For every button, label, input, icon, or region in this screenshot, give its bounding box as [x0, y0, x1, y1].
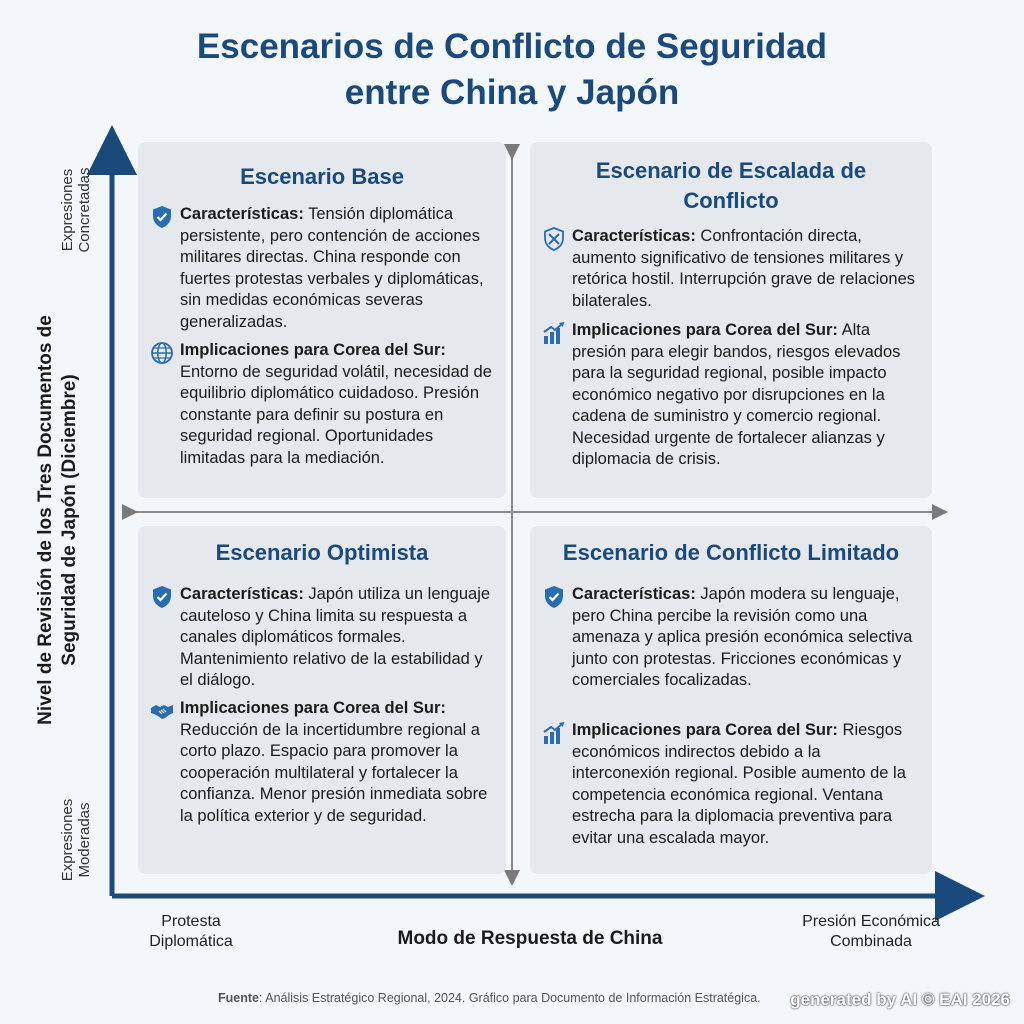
x-axis-left-label: Protesta Diplomática: [149, 913, 233, 950]
shield-icon: [150, 585, 174, 609]
scenario-base-characteristics: Características: Tensión diplomática persistente, pero contención de acciones militares directas. China responde con fuertes protestas verbales y diplomáticas, sin medidas económicas severas generalizadas.: [150, 204, 496, 333]
scenario-limited-characteristics: Características: Japón modera su lenguaje, pero China percibe la revisión como una amenaza y aplica presión económica selectiva junto con protestas. Fricciones económicas y comerciales focalizadas.: [542, 584, 922, 692]
shield-icon: [150, 205, 174, 229]
y-axis-top-label: Expresiones Concretadas: [59, 167, 93, 253]
x-axis-label: Modo de Respuesta de China: [397, 928, 663, 949]
crossed-swords-shield-icon: [542, 227, 566, 251]
scenario-optimistic-panel: [138, 526, 506, 874]
scenario-escalation-panel: [530, 142, 932, 498]
scenario-limited-implications: Implicaciones para Corea del Sur: Riesgos económicos indirectos debido a la interconexión regional. Posible aumento de la competencia económica regional. Ventana estrecha para la diplomacia preventiva para evitar una escalada mayor.: [542, 720, 922, 849]
scenario-base-implications: Implicaciones para Corea del Sur: Entorno de seguridad volátil, necesidad de equilibrio diplomático cuidadoso. Presión constante para definir su postura en seguridad regional. Oportunidades limitadas para la mediación.: [150, 340, 496, 469]
bar-chart-trend-icon: [542, 721, 566, 745]
watermark: generated by AI © EAI 2026: [790, 990, 1010, 1009]
scenario-limited-panel: [530, 526, 932, 874]
y-axis-label: Nivel de Revisión de los Tres Documentos de Seguridad de Japón (Diciembre): [35, 315, 80, 725]
handshake-icon: [150, 699, 174, 723]
source-footer: Fuente: Análisis Estratégico Regional, 2024. Gráfico para Documento de Información Estratégica.: [218, 991, 761, 1005]
scenario-optimistic-title: Escenario Optimista: [215, 540, 429, 565]
x-axis-right-label: Presión Económica Combinada: [802, 913, 940, 950]
globe-icon: [150, 341, 174, 365]
scenario-optimistic-characteristics: Características: Japón utiliza un lenguaje cauteloso y China limita su respuesta a canales diplomáticos formales. Mantenimiento relativo de la estabilidad y el diálogo.: [150, 584, 496, 692]
scenario-base-panel: [138, 142, 506, 498]
bar-chart-trend-icon: [542, 321, 566, 345]
scenario-limited-title: Escenario de Conflicto Limitado: [562, 540, 900, 565]
y-axis-bottom-label: Expresiones Moderadas: [59, 798, 93, 882]
title-line-2: entre China y Japón: [344, 73, 680, 112]
scenario-optimistic-implications: Implicaciones para Corea del Sur: Reducción de la incertidumbre regional a corto plazo. Espacio para promover la cooperación multilateral y fortalecer la confianza. Menor presión inmediata sobre la política exterior y de seguridad.: [150, 698, 496, 827]
scenario-escalation-title: Escenario de Escalada de Conflicto: [595, 158, 867, 213]
scenario-base-title: Escenario Base: [240, 164, 404, 189]
shield-icon: [542, 585, 566, 609]
scenario-escalation-implications: Implicaciones para Corea del Sur: Alta presión para elegir bandos, riesgos elevados para la seguridad regional, posible impacto económico negativo por disrupciones en la cadena de suministro y comercio regional. Necesidad urgente de fortalecer alianzas y diplomacia de crisis.: [542, 320, 922, 471]
title-line-1: Escenarios de Conflicto de Seguridad: [196, 27, 828, 66]
scenario-escalation-characteristics: Características: Confrontación directa, aumento significativo de tensiones militares y retórica hostil. Interrupción grave de relaciones bilaterales.: [542, 226, 922, 312]
